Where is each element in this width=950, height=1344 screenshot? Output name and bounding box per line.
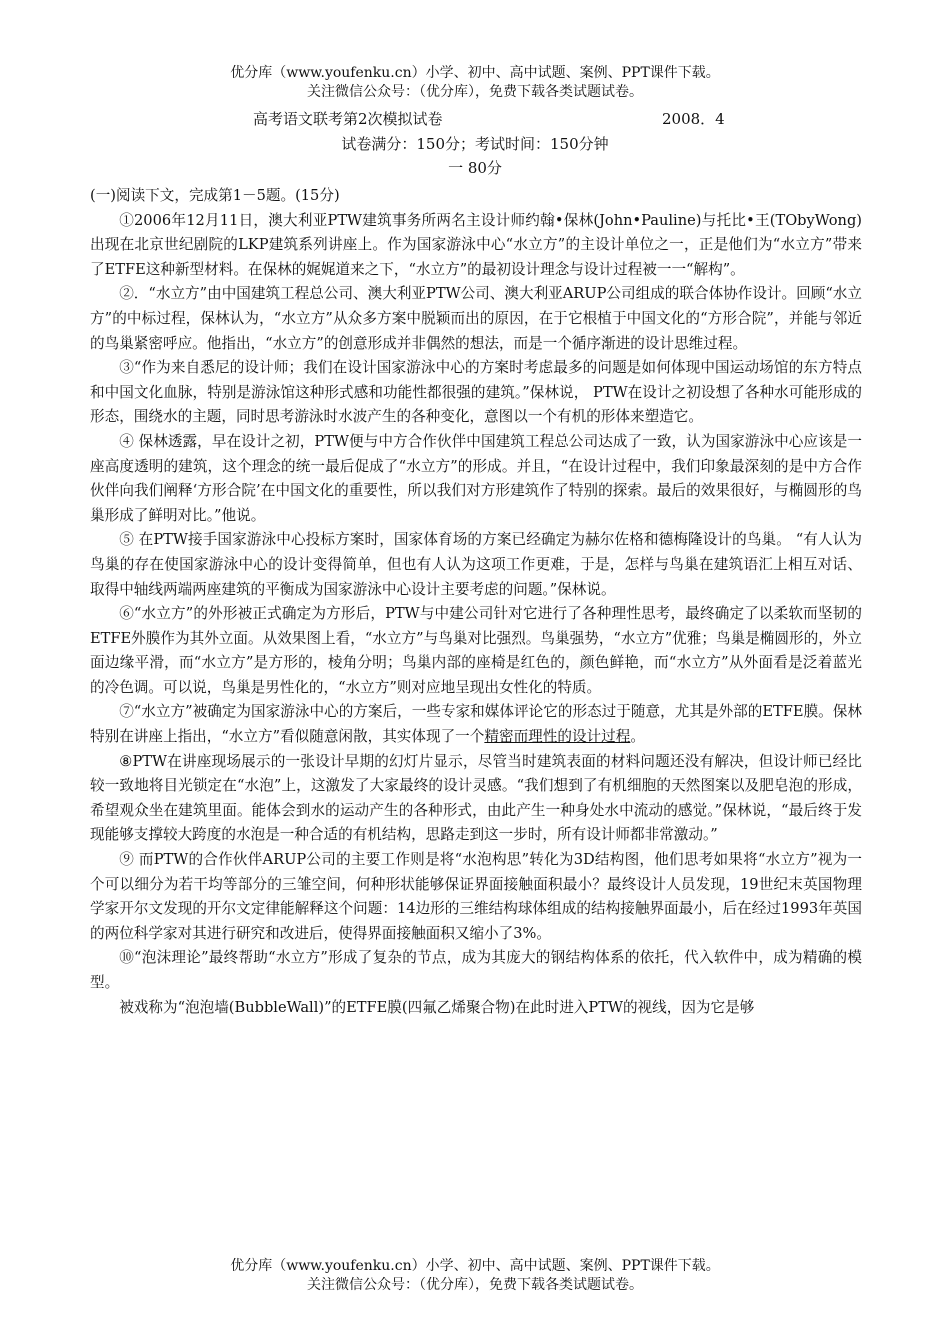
paragraph-1: ①2006年12月11日，澳大利亚PTW建筑事务所两名主设计师约翰•保林(John•Pauline)与托比•王(TObyWong)出现在北京世纪剧院的LKP建筑系列讲座上。作为国家游泳中心“水立方”的主设计单位之一，正是他们为“水立方”带来了ETFE这种新型材料。在保林的娓娓道来之下，“水立方”的最初设计理念与设计过程被一一“解构”。 <box>90 211 862 278</box>
underlined-phrase: 精密而理性的设计过程 <box>484 728 631 746</box>
paragraph-4: ④ 保林透露，早在设计之初，PTW便与中方合作伙伴中国建筑工程总公司达成了一致，认为国家游泳中心应该是一座高度透明的建筑，这个理念的统一最后促成了“水立方”的形成。并且，“在设计过程中，我们印象最深刻的是中方合作伙伴向我们阐释‘方形合院’在中国文化的重要性，所以我们对方形建筑作了特别的探索。最后的效果很好，与椭圆形的鸟巢形成了鲜明对比。”他说。 <box>90 432 862 524</box>
paragraph-8: ⑧PTW在讲座现场展示的一张设计早期的幻灯片显示，尽管当时建筑表面的材料问题还没有解决，但设计师已经比较一致地将目光锁定在“水泡”上，这激发了大家最终的设计灵感。“我们想到了有机细胞的天然图案以及肥皂泡的形成，希望观众坐在建筑里面。能体会到水的运动产生的各种形式，由此产生一种身处水中流动的感觉。”保林说，“最后终于发现能够支撑较大跨度的水泡是一种合适的有机结构，思路走到这一步时，所有设计师都非常激动。” <box>90 752 862 844</box>
question-intro: (一)阅读下文，完成第1－5题。(15分) <box>90 187 340 204</box>
exam-info: 试卷满分：150分；考试时间：150分钟 <box>341 135 609 153</box>
paragraph-7-text: ⑦“水立方”被确定为国家游泳中心的方案后，一些专家和媒体评论它的形态过于随意，尤其是外部的ETFE膜。保林特别在讲座上指出，“水立方”看似随意闲散，其实体现了一个 <box>90 703 862 746</box>
paragraph-5: ⑤ 在PTW接手国家游泳中心投标方案时，国家体育场的方案已经确定为赫尔佐格和德梅隆设计的鸟巢。 “有人认为鸟巢的存在使国家游泳中心的设计变得简单，但也有人认为这项工作更难，于是，怎样与鸟巢在建筑语汇上相互对话、取得中轴线两端两座建筑的平衡成为国家游泳中心设计主要考虑的问题。”保林说。 <box>90 531 862 598</box>
header-watermark <box>0 64 950 102</box>
paragraph-10: ⑩“泡沫理论”最终帮助“水立方”形成了复杂的节点，成为其庞大的钢结构体系的依托，代入软件中，成为精确的模型。 <box>90 949 862 991</box>
exam-title: 高考语文联考第2次模拟试卷 <box>253 110 443 128</box>
article-body <box>90 184 862 1020</box>
header-line-1: 优分库（www.youfenku.cn）小学、初中、高中试题、案例、PPT课件下载。 <box>230 65 720 81</box>
footer-watermark <box>0 1257 950 1295</box>
paragraph-7 <box>90 700 862 749</box>
exam-date: 2008．4 <box>662 110 725 128</box>
paragraph-6: ⑥“水立方”的外形被正式确定为方形后，PTW与中建公司针对它进行了各种理性思考，最终确定了以柔软而坚韧的ETFE外膜作为其外立面。从效果图上看，“水立方”与鸟巢对比强烈。鸟巢强势，“水立方”优雅；鸟巢是椭圆形的，外立面边缘平滑，而“水立方”是方形的，棱角分明；鸟巢内部的座椅是红色的，颜色鲜艳，而“水立方”从外面看是泛着蓝光的冷色调。可以说，鸟巢是男性化的，“水立方”则对应地呈现出女性化的特质。 <box>90 605 862 696</box>
paragraph-7-end: 。 <box>630 728 645 746</box>
footer-line-2: 关注微信公众号：（优分库），免费下载各类试题试卷。 <box>307 1277 643 1293</box>
paragraph-9: ⑨ 而PTW的合作伙伴ARUP公司的主要工作则是将“水泡构思”转化为3D结构图，他们思考如果将“水立方”视为一个可以细分为若干均等部分的三雏空间，何种形状能够保证界面接触面积最小？最终设计人员发现，19世纪末英国物理学家开尔文发现的开尔文定律能解释这个问题：14边形的三维结构球体组成的结构接触界面最小，后在经过1993年英国的两位科学家对其进行研究和改进后，使得界面接触面积又缩小了3%。 <box>90 851 862 942</box>
paragraph-3: ③“作为来自悉尼的设计师；我们在设计国家游泳中心的方案时考虑最多的问题是如何体现中国运动场馆的东方特点和中国文化血脉，特别是游泳馆这种形式感和功能性都很强的建筑。”保林说， PTW在设计之初设想了各种水可能形成的形态，围绕水的主题，同时思考游泳时水波产生的各种变化，意图以一个有机的形体来塑造它。 <box>90 359 862 426</box>
section-heading: 一 80分 <box>448 159 502 177</box>
paragraph-2: ②．“水立方”由中国建筑工程总公司、澳大利亚PTW公司、澳大利亚ARUP公司组成的联合体协作设计。回顾“水立方”的中标过程，保林认为，“水立方”从众多方案中脱颖而出的原因，在于它根植于中国文化的“方形合院”，并能与邻近的鸟巢紧密呼应。他指出，“水立方”的创意形成并非偶然的想法，而是一个循序渐进的设计思维过程。 <box>90 285 862 352</box>
footer-line-1: 优分库（www.youfenku.cn）小学、初中、高中试题、案例、PPT课件下载。 <box>230 1258 720 1274</box>
paragraph-11: 被戏称为“泡泡墙(BubbleWall)”的ETFE膜(四氟乙烯聚合物)在此时进入PTW的视线，因为它是够 <box>119 998 755 1016</box>
header-line-2: 关注微信公众号：（优分库），免费下载各类试题试卷。 <box>307 84 643 100</box>
